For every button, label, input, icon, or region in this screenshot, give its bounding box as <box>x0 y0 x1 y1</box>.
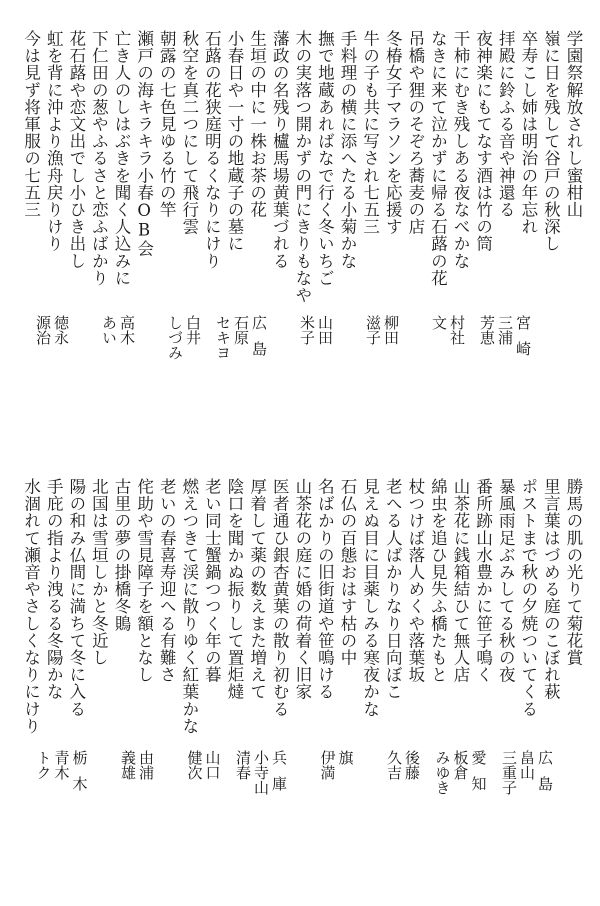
haiku-verse: 冬椿女子マラソンを応援す <box>383 30 403 236</box>
haiku-verse: 山茶花に銭箱結ひて無人店 <box>451 478 470 684</box>
haiku-verse: 小春日や一寸の地蔵子の墓に <box>225 30 244 253</box>
haiku-verse: 拝殿に鈴ふる音や神還る <box>496 30 516 219</box>
author-family-name: 徳永 <box>52 315 70 345</box>
haiku-verse: 夜神楽にもてなす酒は竹の筒 <box>473 30 493 253</box>
author-family-name: 山田 <box>316 315 334 345</box>
haiku-verse: 見えぬ目に目薬しみる寒夜かな <box>360 478 380 718</box>
haiku-verse: 老い同士蟹鍋つつく年の暮 <box>202 478 222 684</box>
haiku-verse: 石仏の百態おはす枯の中 <box>338 478 357 667</box>
author-given-name: あい <box>100 315 118 345</box>
author-family-name: 旗 <box>336 750 355 765</box>
author-family-name: 由浦 <box>137 750 155 780</box>
haiku-verse: 嶺に日を残して谷戸の秋深し <box>541 30 561 253</box>
author-given-name: 久吉 <box>385 750 403 780</box>
haiku-verse: 石蕗の花狭庭明るくなりにけり <box>202 30 222 270</box>
haiku-verse: 名ばかりの旧街道や笹鳴ける <box>315 478 335 701</box>
haiku-verse: 生垣の中に一株お茶の花 <box>247 30 267 219</box>
haiku-verse: 暴風雨足ぶみしてる秋の夜 <box>496 478 516 684</box>
author-credit <box>298 315 334 375</box>
author-given-name: 滋子 <box>364 315 382 345</box>
bottom-tier <box>0 478 600 898</box>
haiku-verse: 杖つけば落人めくや落葉坂 <box>405 478 425 684</box>
author-credit <box>186 750 222 810</box>
author-credit <box>319 750 355 810</box>
haiku-verse: 陽の和み仏間に満ちて冬に入る <box>66 478 86 718</box>
author-credit <box>430 315 466 375</box>
haiku-verse: 勝馬の肌の光りて菊花賞 <box>564 478 583 667</box>
haiku-verse: 手庇の指より洩るる冬陽かな <box>44 478 64 701</box>
author-given-name: 源治 <box>34 315 52 345</box>
author-prefecture: 愛知 <box>469 750 488 802</box>
author-given-name: セキヨ <box>214 315 232 360</box>
author-given-name: 義雄 <box>119 750 137 780</box>
haiku-verse: 北国は雪垣しかと冬近し <box>89 478 109 667</box>
haiku-verse: 卒寿こし姉は明治の年忘れ <box>518 30 538 236</box>
haiku-verse: 撫で地蔵あればなで行く冬いちご <box>315 30 335 287</box>
haiku-verse: 手料理の横に添へたる小菊かな <box>338 30 357 270</box>
author-family-name: 村社 <box>448 315 466 345</box>
author-family-name: 板倉 <box>451 750 470 780</box>
author-credit <box>34 315 70 375</box>
author-given-name: 米子 <box>298 315 316 345</box>
haiku-verse: 木の実落つ開かずの門にきりもなや <box>292 30 312 304</box>
haiku-verse: 牛の子も共に写され七五三 <box>360 30 380 236</box>
haiku-verse: 水涸れて瀬音やさしくなりにけり <box>21 478 41 735</box>
author-family-name: 後藤 <box>403 750 421 780</box>
author-credit <box>100 315 136 375</box>
haiku-verse: 侘助や雪見障子を額となし <box>134 478 154 684</box>
author-credit <box>119 750 155 810</box>
haiku-verse: 下仁田の葱やふるさと恋ふばかり <box>89 30 109 287</box>
author-family-name: 山口 <box>203 750 222 780</box>
author-given-name: しづみ <box>166 315 184 360</box>
haiku-verse: 朝露の七色見ゆる竹の竿 <box>157 30 177 219</box>
haiku-verse: 瀬戸の海キラキラ小春OB会 <box>134 30 154 258</box>
author-credit <box>35 750 89 810</box>
author-family-name: 白井 <box>184 315 202 345</box>
haiku-verse: 医者通ひ銀杏黄葉の散り初むる <box>270 478 290 718</box>
haiku-verse: 秋空を真二つにして飛行雲 <box>179 30 199 236</box>
author-given-name: 清春 <box>234 750 252 780</box>
author-prefecture: 兵庫 <box>270 750 288 802</box>
author-given-name: 芳恵 <box>478 315 496 345</box>
author-prefecture: 栃木 <box>70 750 89 802</box>
haiku-verse: 吊橋や狸のそぞろ蕎麦の店 <box>405 30 425 236</box>
author-family-name: 石原 <box>232 315 250 345</box>
author-credit <box>478 315 532 375</box>
haiku-verse: 綿虫を追ひ見失ふ橋たもと <box>428 478 448 684</box>
author-family-name: 畠山 <box>518 750 536 780</box>
haiku-verse: ポストまで秋の夕焼ついてくる <box>518 478 538 718</box>
haiku-verse: 虹を背に沖より漁舟戻りけり <box>44 30 64 253</box>
author-given-name: みゆき <box>433 750 452 795</box>
author-given-name: 健次 <box>185 750 204 780</box>
author-family-name: 小寺山 <box>252 750 270 795</box>
author-given-name: 伊満 <box>318 750 337 780</box>
haiku-verse: 藩政の名残り櫨馬場黄葉づれる <box>270 30 290 270</box>
haiku-verse: 亡き人のしはぶきを聞く人込みに <box>112 30 131 287</box>
haiku-verse: 今は見ず将軍服の七五三 <box>21 30 41 219</box>
top-tier <box>0 30 600 440</box>
haiku-verse: 里言葉はづめる庭のこぼれ萩 <box>541 478 561 701</box>
haiku-verse: 花石蕗や恋文出でし小ひき出し <box>66 30 86 270</box>
author-given-name: 三重子 <box>500 750 518 795</box>
haiku-verse: 番所跡山水豊かに笹子鳴く <box>473 478 493 684</box>
author-family-name: 柳田 <box>382 315 400 345</box>
author-prefecture: 広島 <box>250 315 268 367</box>
haiku-verse: なきに来て泣かずに帰る石蕗の花 <box>428 30 448 287</box>
author-prefecture: 宮崎 <box>514 315 532 367</box>
haiku-verse: 陰口を聞かぬ振りして置炬燵 <box>225 478 244 701</box>
author-prefecture: 広島 <box>536 750 554 802</box>
haiku-verse: 老へる人ばかりなり日向ぼこ <box>383 478 403 701</box>
author-given-name: トク <box>34 750 53 780</box>
author-family-name: 高木 <box>118 315 136 345</box>
author-credit <box>434 750 488 810</box>
author-credit <box>500 750 554 810</box>
author-credit <box>364 315 400 375</box>
author-family-name: 青木 <box>52 750 71 780</box>
haiku-verse: 老いの春喜寿迎へる有難さ <box>157 478 177 684</box>
author-family-name: 三浦 <box>496 315 514 345</box>
haiku-verse: 干柿にむき残しある夜なべかな <box>451 30 470 270</box>
haiku-verse: 厚着して薬の数えまた増えて <box>247 478 267 701</box>
haiku-verse: 古里の夢の掛橋冬鵙 <box>112 478 131 632</box>
author-credit <box>234 750 288 810</box>
haiku-verse: 燃えつきて渓に散りゆく紅葉かな <box>179 478 199 735</box>
author-given-name: 文 <box>430 315 448 330</box>
author-credit <box>166 315 202 375</box>
haiku-verse: 山茶花の庭に婚の荷着く旧家 <box>292 478 312 701</box>
author-credit <box>385 750 421 810</box>
haiku-verse: 学園祭解放されし蜜柑山 <box>564 30 583 219</box>
author-credit <box>214 315 268 375</box>
